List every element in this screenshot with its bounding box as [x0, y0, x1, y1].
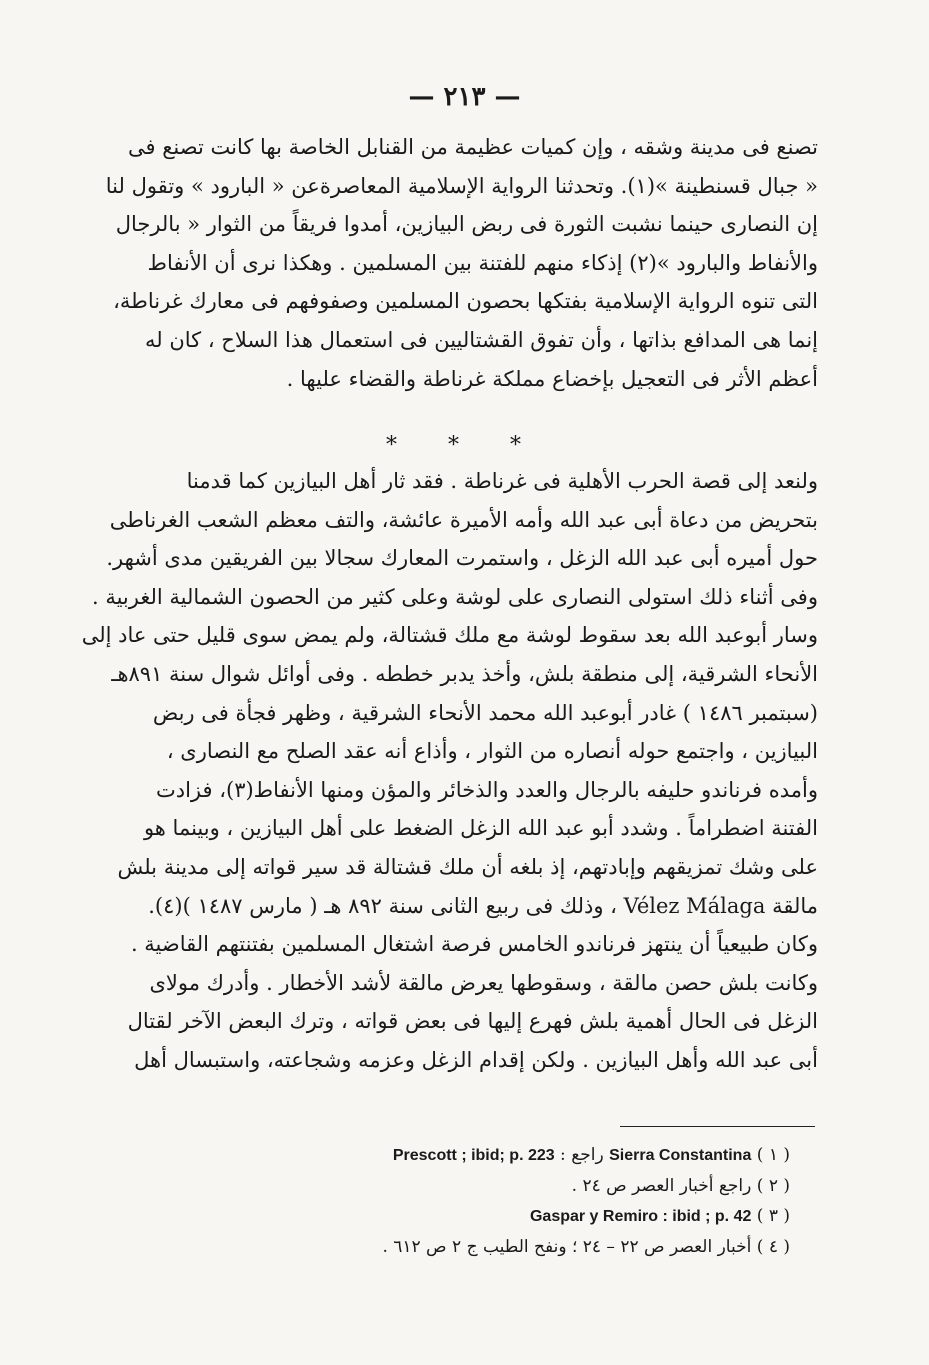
footnote-text: راجع : — [554, 1145, 604, 1165]
footnote-text: راجع أخبار العصر ص ٢٤ . — [571, 1176, 752, 1196]
paragraph-2 — [81, 462, 818, 1080]
footnote-4 — [290, 1232, 790, 1262]
footnote-latin: Sierra Constantina — [609, 1147, 752, 1164]
text-line: ولنعد إلى قصة الحرب الأهلية فى غرناطة . فقد ثار أهل البيازين كما قدمنا — [186, 469, 818, 493]
text-line: إن النصارى حينما نشبت الثورة فى ربض البيازين، أمدوا فريقاً من الثوار « بالرجال — [115, 212, 818, 237]
text-line: الأنحاء الشرقية، إلى منطقة بلش، وأخذ يدبر خططه . وفى أوائل شوال سنة ٨٩١هـ — [111, 661, 818, 686]
text-line: وأمده فرناندو حليفه بالرجال والعدد والذخائر والمؤن ومنها الأنفاط(٣)، فزادت — [155, 777, 818, 802]
footnote-number: ( ١ ) — [756, 1145, 790, 1165]
footnote-latin: Gaspar y Remiro : ibid ; p. 42 — [529, 1208, 752, 1225]
footnote-number: ( ٢ ) — [756, 1176, 790, 1196]
text-line: وسار أبوعبد الله بعد سقوط لوشة مع ملك قشتالة، ولم يمض سوى قليل حتى عاد إلى — [81, 623, 818, 648]
footnote-text: أخبار العصر ص ٢٢ – ٢٤ ؛ ونفح الطيب ج ٢ ص ٦١٢ . — [382, 1237, 752, 1257]
text-line: والأنفاط والبارود »(٢) إذكاء منهم للفتنة بين المسلمين . وهكذا نرى أن الأنفاط — [147, 250, 818, 275]
text-line: (سبتمبر ١٤٨٦ ) غادر أبوعبد الله محمد الأنحاء الشرقية ، وظهر فجأة فى ربض — [152, 700, 818, 725]
text-line: وكانت بلش حصن مالقة ، وسقوطها يعرض مالقة لأشد الأخطار . وأدرك مولاى — [149, 970, 818, 995]
footnote-number: ( ٤ ) — [756, 1237, 790, 1257]
paragraph-1 — [105, 128, 818, 398]
footnote-2 — [290, 1171, 790, 1201]
text-line: أعظم الأثر فى التعجيل بإخضاع مملكة غرناطة والقضاء عليها . — [286, 366, 818, 391]
footnote-3 — [290, 1201, 790, 1232]
text-line: وكان طبيعياً أن ينتهز فرناندو الخامس فرصة اشتغال المسلمين بفتنتهم القاضية . — [130, 932, 818, 957]
footnote-latin: Prescott ; ibid; p. 223 — [392, 1147, 555, 1164]
footnotes — [290, 1140, 790, 1262]
text-line: أبى عبد الله وأهل البيازين . ولكن إقدام الزغل وعزمه وشجاعته، واستبسال أهل — [134, 1047, 818, 1072]
text-line: التى تنوه الرواية الإسلامية بفتكها بحصون المسلمين وصفوفهم فى معارك غرناطة، — [113, 289, 818, 314]
text-line: بتحريض من دعاة أبى عبد الله وأمه الأميرة عائشة، والتف معظم الشعب الغرناطى — [109, 507, 818, 532]
text-line: الفتنة اضطراماً . وشدد أبو عبد الله الزغل الضغط على أهل البيازين ، وبينما هو — [143, 816, 818, 841]
page-number: — ٢١٣ — — [408, 82, 521, 112]
footnote-1 — [290, 1140, 790, 1171]
text-line: الزغل فى الحال أهمية بلش فهرع إليها فى بعض قواته ، وترك البعض الآخر لقتال — [127, 1009, 818, 1034]
text-line: وفى أثناء ذلك استولى النصارى على لوشة وعلى كثير من الحصون الشمالية الغربية . — [91, 584, 818, 609]
footnote-number: ( ٣ ) — [756, 1206, 790, 1226]
text-line: البيازين ، واجتمع حوله أنصاره من الثوار ، وأذاع أنه عقد الصلح مع النصارى ، — [166, 739, 818, 764]
text-line: على وشك تمزيقهم وإبادتهم، إذ بلغه أن ملك قشتالة قد سير قواته إلى مدينة بلش — [117, 854, 818, 879]
text-line: إنما هى المدافع بذاتها ، وأن تفوق القشتاليين فى استعمال هذا السلاح ، كان له — [145, 327, 818, 352]
text-line: حول أميره أبى عبد الله الزغل ، واستمرت المعارك سجالا بين الفريقين مدى أشهر. — [106, 546, 818, 571]
footnote-rule — [620, 1126, 815, 1127]
text-line: « جبال قسنطينة »(١). وتحدثنا الرواية الإسلامية المعاصرةعن « البارود » وتقول لنا — [105, 173, 818, 198]
text-line: مالقة Vélez Málaga ، وذلك فى ربيع الثانى سنة ٨٩٢ هـ ( مارس ١٤٨٧ )(٤). — [148, 893, 818, 918]
text-line: تصنع فى مدينة وشقه ، وإن كميات عظيمة من القنابل الخاصة بها كانت تصنع فى — [128, 135, 818, 159]
section-separator: * * * — [386, 433, 543, 458]
